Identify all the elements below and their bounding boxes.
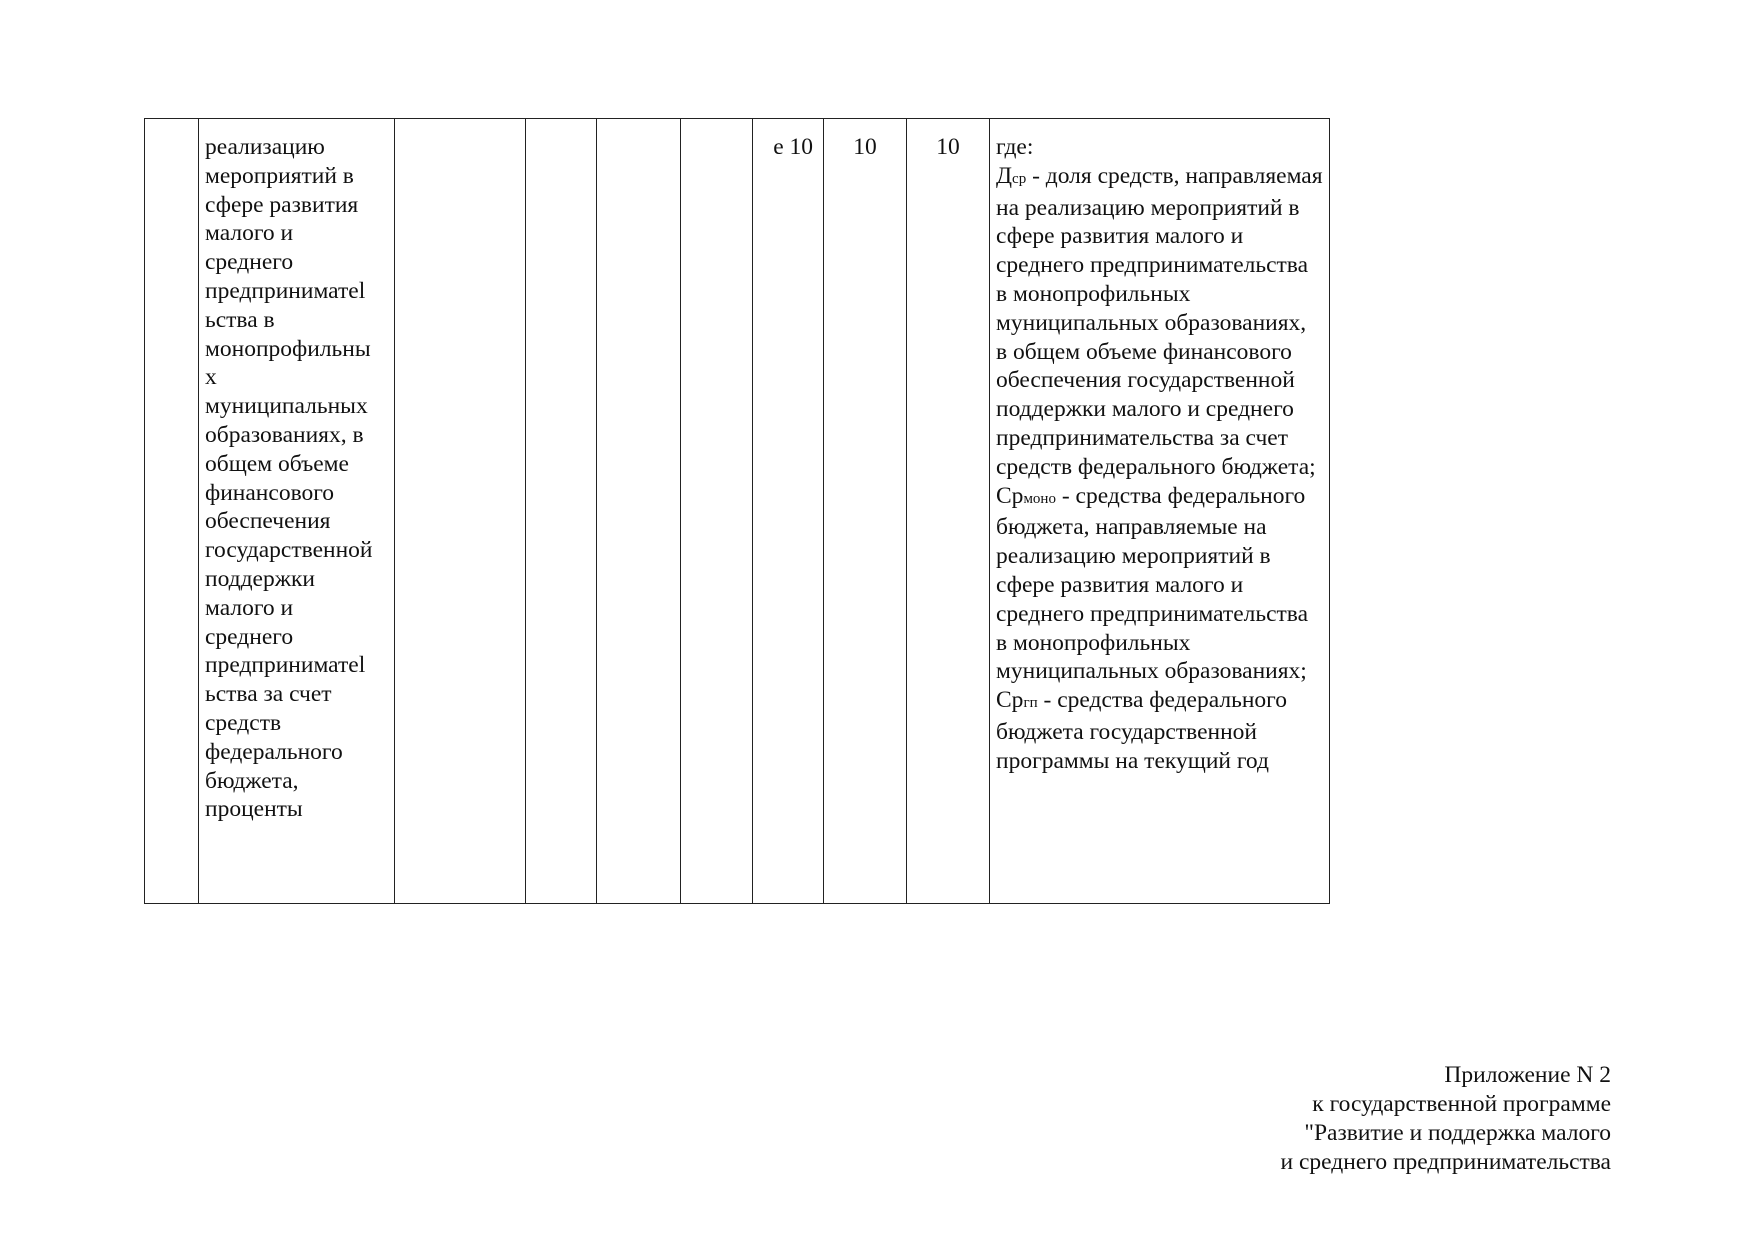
formula-d-description: - доля средств, направляемая на реализацию мероприятий в сфере развития малого и среднего предпринимательства в монопрофильных муниципальных образованиях, в общем объеме финансового обеспечения государственной поддержки малого и среднего предпринимательства за счет средств федерального бюджета;: [996, 162, 1323, 480]
formula-gp-definition: [996, 686, 1323, 775]
formula-d-subscript: ср: [1012, 170, 1027, 187]
cell-col3: [395, 119, 526, 904]
indicator-table: [144, 118, 1330, 904]
cell-value-3: 10: [907, 119, 990, 904]
formula-gp-symbol: Ср: [996, 687, 1024, 714]
formula-gp-description: - средства федерального бюджета государственной программы на текущий год: [996, 687, 1287, 774]
appendix-line-1: Приложение N 2: [1444, 1062, 1611, 1088]
formula-mono-description: - средства федерального бюджета, направляемые на реализацию мероприятий в сфере развития малого и среднего предпринимательства в монопрофильных муниципальных образованиях;: [996, 482, 1308, 685]
formula-mono-definition: [996, 482, 1323, 687]
cell-indicator-name: реализацию мероприятий в сфере развития малого и среднего предприниматеl ьства в монопрофильны х муниципальных образованиях, в общем объеме финансового обеспечения государственной поддержки малого и среднего предприниматеl ьства за счет средств федерального бюджета, проценты: [199, 119, 395, 904]
formula-gp-subscript: гп: [1023, 695, 1038, 712]
appendix-line-4: и среднего предпринимательства: [1280, 1149, 1611, 1175]
appendix-line-2: к государственной программе: [1312, 1091, 1611, 1117]
formula-mono-subscript: моно: [1023, 490, 1056, 507]
cell-col5: [597, 119, 681, 904]
table-row: [145, 119, 1330, 904]
cell-col4: [526, 119, 597, 904]
cell-value-1: е 10: [753, 119, 824, 904]
appendix-line-3: "Развитие и поддержка малого: [1304, 1120, 1611, 1146]
formula-d-symbol: Д: [996, 162, 1013, 189]
cell-value-2: 10: [824, 119, 907, 904]
cell-col6: [681, 119, 753, 904]
formula-d-definition: [996, 162, 1323, 482]
formula-mono-symbol: Ср: [996, 482, 1024, 509]
formula-where: где:: [996, 134, 1034, 160]
cell-number: [145, 119, 199, 904]
appendix-heading: [1281, 1061, 1611, 1177]
cell-formula-description: [990, 119, 1330, 904]
